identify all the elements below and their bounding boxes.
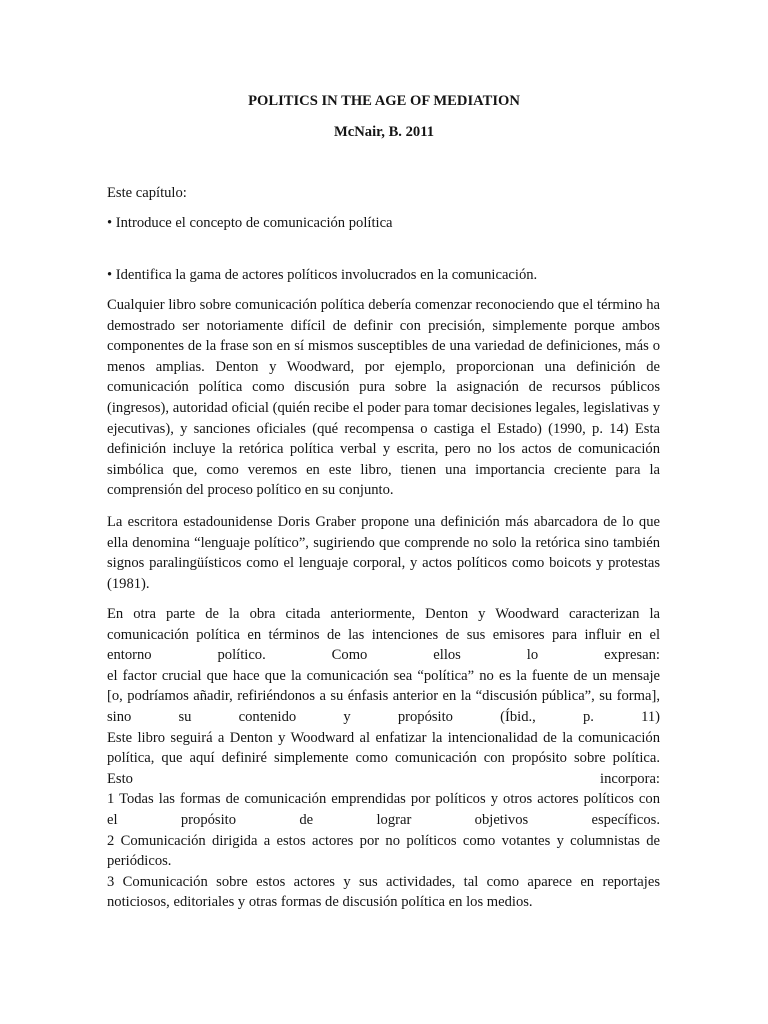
- paragraph-3-line: el propósito de lograr objetivos específicos.: [107, 811, 660, 828]
- paragraph-3-line: En otra parte de la obra citada anteriormente, Denton y Woodward caracterizan la: [107, 606, 660, 622]
- bullet-item-1: • Introduce el concepto de comunicación política: [107, 215, 393, 231]
- paragraph-2: La escritora estadounidense Doris Graber propone una definición más abarcadora de lo que ella denomina “lenguaje político”, sugiriendo que comprende no solo la retórica sino también signos paralingüísticos como el lenguaje corporal, y actos políticos como boicots y protestas (1981).: [107, 514, 660, 592]
- paragraph-3-line: periódicos.: [107, 853, 172, 870]
- paragraph-3-line: 1 Todas las formas de comunicación emprendidas por políticos y otros actores políticos con: [107, 791, 660, 808]
- document-author-year: McNair, B. 2011: [334, 124, 434, 140]
- paragraph-3-line: 3 Comunicación sobre estos actores y sus actividades, tal como aparece en reportajes: [107, 873, 660, 890]
- paragraph-3-line: 2 Comunicación dirigida a estos actores por no políticos como votantes y columnistas de: [107, 832, 660, 849]
- paragraph-3-line: Este libro seguirá a Denton y Woodward al enfatizar la intencionalidad de la comunicación: [107, 729, 660, 746]
- paragraph-1: Cualquier libro sobre comunicación política debería comenzar reconociendo que el término ha demostrado ser notoriamente difícil de definir con precisión, simplemente porque ambos componentes de la frase son en sí mismos susceptibles de una variedad de definiciones, más o menos amplias. Denton y Woodward, por ejemplo, proporcionan una definición de comunicación política como discusión pura sobre la asignación de recursos públicos (ingresos), autoridad oficial (quién recibe el poder para tomar decisiones legales, legislativas y ejecutivas), y sanciones oficiales (qué recompensa o castiga el Estado) (1990, p. 14) Esta definición incluye la retórica política verbal y escrita, pero no los actos de comunicación simbólica que, como veremos en este libro, tienen una importancia creciente para la comprensión del proceso político en su conjunto.: [107, 297, 660, 499]
- intro-text: Este capítulo:: [107, 185, 187, 201]
- document-title: POLITICS IN THE AGE OF MEDIATION: [248, 93, 520, 109]
- paragraph-3-line: el factor crucial que hace que la comunicación sea “política” no es la fuente de un mensaje: [107, 667, 660, 684]
- paragraph-3-line: comunicación política en términos de las intenciones de sus emisores para influir en el: [107, 626, 660, 643]
- paragraph-3-line: sino su contenido y propósito (Íbid., p. 11): [107, 708, 660, 725]
- paragraph-3-line: Esto incorpora:: [107, 770, 660, 787]
- paragraph-3-line: [o, podríamos añadir, refiriéndonos a su énfasis anterior en la “discusión pública”, su forma],: [107, 688, 660, 705]
- paragraph-3-line: noticiosos, editoriales y otras formas de discusión política en los medios.: [107, 894, 533, 911]
- bullet-item-2: • Identifica la gama de actores políticos involucrados en la comunicación.: [107, 267, 538, 283]
- paragraph-3: [107, 604, 660, 913]
- paragraph-3-line: entorno político. Como ellos lo expresan:: [107, 647, 660, 664]
- paragraph-3-line: política, que aquí definiré simplemente como comunicación con propósito sobre política.: [107, 750, 660, 767]
